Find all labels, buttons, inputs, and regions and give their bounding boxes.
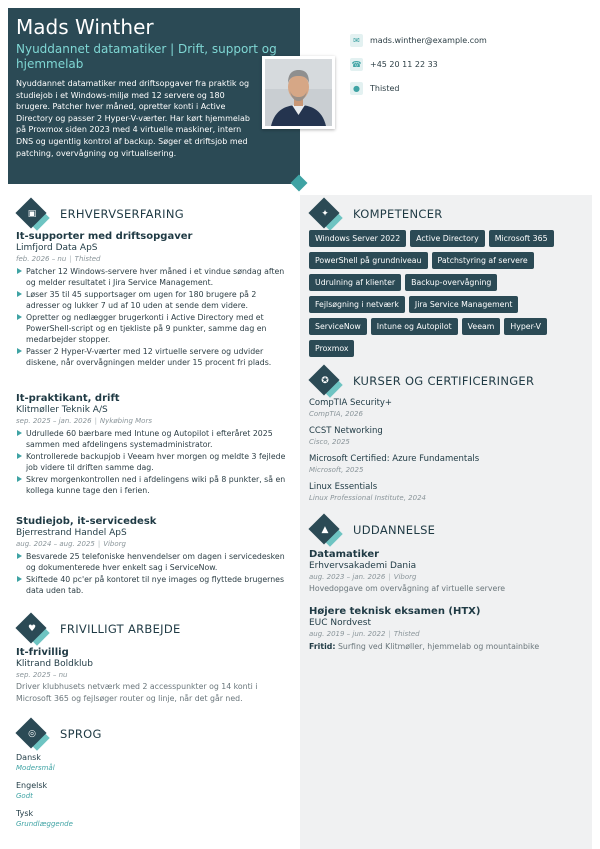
cert-item: CCST Networking Cisco, 2025 [309, 426, 383, 446]
section-courses: ✪ KURSER OG CERTIFICERINGER [309, 366, 579, 396]
list-item: Skrev morgenkontrollen ned i afdelingens wiki på 8 punkter, så en kollega kunne tage den i ferien. [16, 474, 288, 496]
job-company: Bjerrestrand Handel ApS [16, 528, 127, 538]
list-item: Løser 35 til 45 supportsager om ugen for 180 brugere på 2 adresser og lukker 7 ud af 10 uden at sende dem videre. [16, 289, 288, 311]
job-title: Studiejob, it-servicedesk [16, 516, 157, 527]
language-item: Dansk Modersmål [16, 753, 55, 772]
skill-tag: Udrulning af klienter [309, 274, 401, 291]
mail-icon: ✉ [350, 34, 363, 47]
job-entry-3 [16, 515, 288, 597]
skill-tag: ServiceNow [309, 318, 367, 335]
job-title: It-supporter med driftsopgaver [16, 231, 193, 242]
education-entry-2: Højere teknisk eksamen (HTX) EUC Nordvest aug. 2019 – jun. 2022 | Thisted [309, 606, 481, 638]
job-company: Klitmøller Teknik A/S [16, 405, 108, 415]
job-dates: aug. 2024 – aug. 2025 | Viborg [16, 540, 126, 548]
skill-tag: Proxmox [309, 340, 354, 357]
location-pin-icon: ● [350, 82, 363, 95]
globe-icon: ◎ [28, 729, 36, 739]
section-experience: ▣ ERHVERVSERFARING [16, 199, 276, 229]
spare-time: Fritid: Surfing ved Klitmøller, hjemmelab og mountainbike [309, 642, 540, 651]
skill-tag: Windows Server 2022 [309, 230, 406, 247]
job-entry-2 [16, 392, 288, 497]
list-item: Patcher 12 Windows-servere hver måned i et vindue søndag aften og melder resultatet i Jira Service Management. [16, 266, 288, 288]
job-dates: sep. 2025 – jan. 2026 | Nykøbing Mors [16, 417, 152, 425]
award-icon: ✪ [321, 376, 329, 386]
skill-tag: Active Directory [410, 230, 485, 247]
skill-tag: Intune og Autopilot [371, 318, 458, 335]
list-item: Udrullede 60 bærbare med Intune og Autopilot i efteråret 2025 sammen med afdelingens systemadministrator. [16, 428, 288, 450]
header-panel [8, 8, 300, 184]
skill-tag: PowerShell på grundniveau [309, 252, 428, 269]
skill-tag: Fejlsøgning i netværk [309, 296, 405, 313]
section-languages: ◎ SPROG [16, 719, 276, 749]
list-item: Opretter og nedlægger brugerkonti i Active Directory med et PowerShell-script og en tjekliste på 9 punkter, samme dag en medarbejder stopper. [16, 312, 288, 345]
section-volunteer: ♥ FRIVILLIGT ARBEJDE [16, 614, 276, 644]
list-item: Kontrollerede backupjob i Veeam hver morgen og meldte 3 fejlede job videre til driften samme dag. [16, 451, 288, 473]
volunteer-description: Driver klubhusets netværk med 2 accesspunkter og 14 konti i Microsoft 365 og fejlsøger router og linje, når det går ned. [16, 682, 258, 703]
candidate-role: Nyuddannet datamatiker | Drift, support og hjemmelab [16, 42, 277, 71]
job-entry-1 [16, 230, 288, 369]
list-item: Besvarede 25 telefoniske henvendelser om dagen i servicedesken og dokumenterede hver enkelt sag i ServiceNow. [16, 551, 288, 573]
phone-icon: ☎ [351, 60, 362, 69]
language-item: Engelsk Godt [16, 781, 48, 800]
skill-tag: Microsoft 365 [489, 230, 554, 247]
graduation-cap-icon: ▲ [321, 525, 329, 535]
job-bullets [16, 266, 288, 368]
volunteer-org: Klitrand Boldklub [16, 659, 93, 669]
volunteer-title: It-frivillig [16, 647, 69, 658]
skill-tag: Patchstyring af servere [432, 252, 534, 269]
language-item: Tysk Grundlæggende [16, 809, 73, 828]
volunteer-entry [16, 646, 288, 705]
job-company: Limfjord Data ApS [16, 243, 98, 253]
profile-summary: Nyuddannet datamatiker med driftsopgaver fra praktik og studiejob i et Windows-miljø med 12 servere og 180 brugere. Patcher hver måned, opretter konti i Active Directory og passer 2 Hyper-V-værter. Har kørt hjemmelab på Proxmox siden 2023 med 4 virtuelle maskiner, intern DNS og ugentlig kontrol af backup. Søger et driftsjob med patching, overvågning og virtualisering. [16, 79, 251, 158]
briefcase-icon: ▣ [27, 209, 37, 219]
job-dates: feb. 2026 – nu | Thisted [16, 255, 101, 263]
list-item: Passer 2 Hyper-V-værter med 12 virtuelle servere og udvider diskene, når overvågningen melder under 15 procent fri plads. [16, 346, 288, 368]
profile-photo [262, 56, 335, 129]
cert-item: Linux Essentials Linux Professional Institute, 2024 [309, 482, 426, 502]
list-item: Skiftede 40 pc'er på kontoret til nye images og flyttede brugernes data uden tab. [16, 574, 288, 596]
skill-tag: Jira Service Management [409, 296, 519, 313]
job-bullets [16, 551, 288, 596]
section-education: ▲ UDDANNELSE [309, 515, 569, 545]
cert-item: Microsoft Certified: Azure Fundamentals Microsoft, 2025 [309, 454, 480, 474]
candidate-name: Mads Winther [16, 15, 154, 39]
education-entry-1: Datamatiker Erhvervsakademi Dania aug. 2023 – jan. 2026 | Viborg Hovedopgave om overvågning af virtuelle servere [309, 549, 506, 593]
cert-item: CompTIA Security+ CompTIA, 2026 [309, 398, 393, 418]
job-bullets [16, 428, 288, 496]
skills-list [309, 230, 579, 357]
heart-hand-icon: ♥ [27, 624, 37, 634]
job-title: It-praktikant, drift [16, 393, 120, 404]
skill-tag: Backup-overvågning [405, 274, 497, 291]
skill-tag: Veeam [462, 318, 501, 335]
lightbulb-icon: ✦ [321, 209, 329, 219]
section-skills: ✦ KOMPETENCER [309, 199, 569, 229]
skill-tag: Hyper-V [504, 318, 547, 335]
volunteer-dates: sep. 2025 – nu [16, 671, 68, 679]
